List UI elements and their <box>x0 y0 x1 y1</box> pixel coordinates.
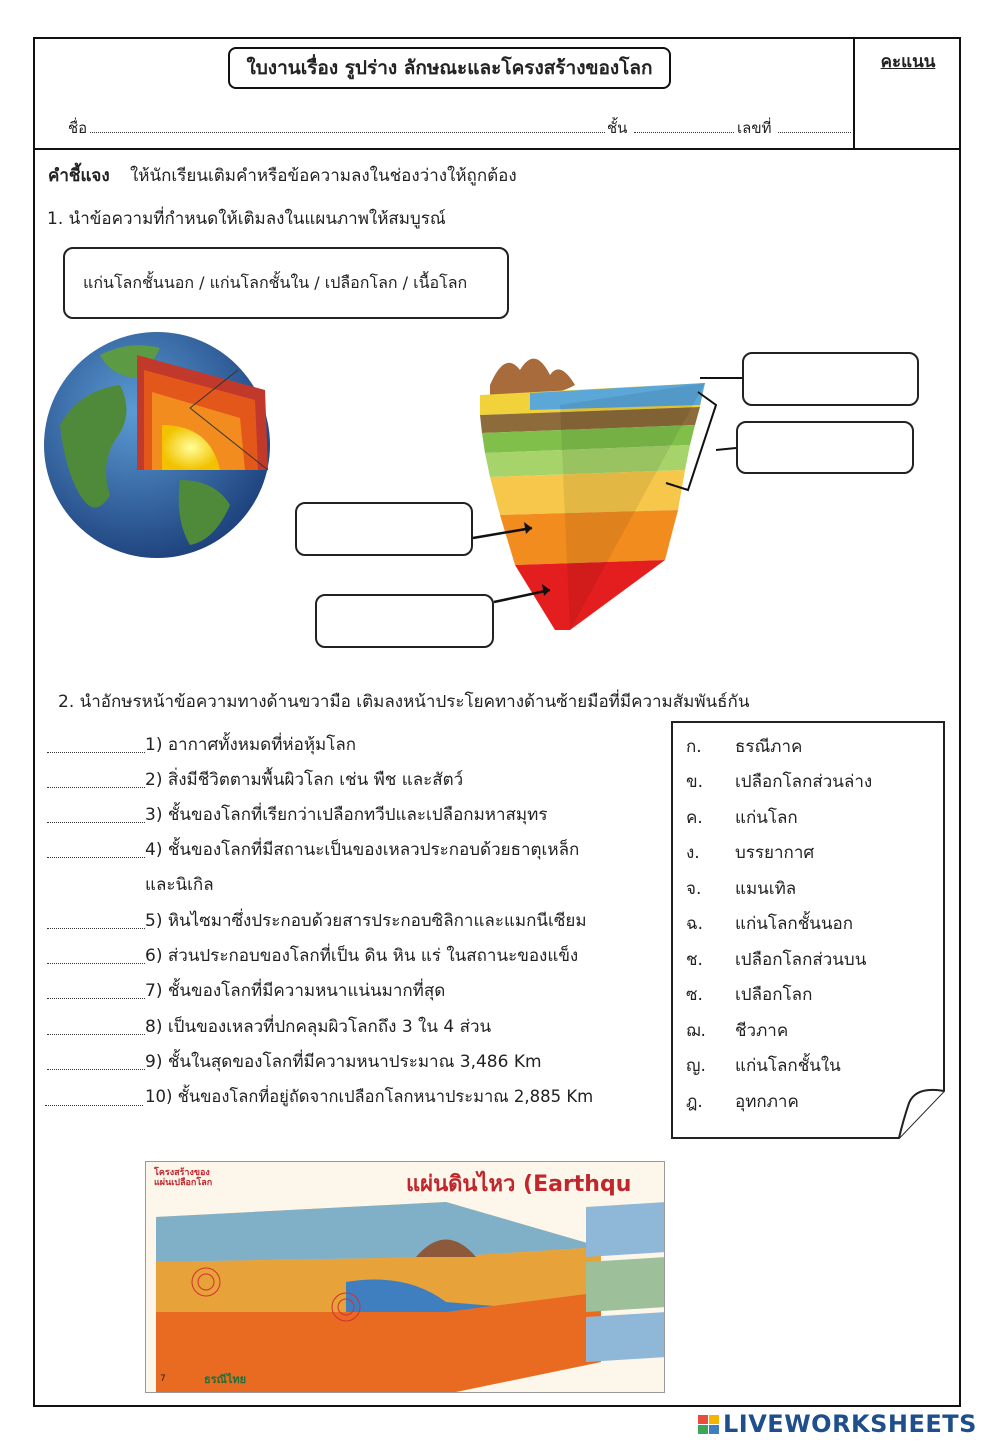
word-bank-text: แก่นโลกชั้นนอก / แก่นโลกชั้นใน / เปลือกโลก / เนื้อโลก <box>83 272 468 292</box>
earth-globe-illustration <box>40 330 275 560</box>
choice-text: ชีวภาค <box>735 1021 789 1041</box>
choice-letter: ก. <box>686 737 702 757</box>
statement-4: 4) ชั้นของโลกที่มีสถานะเป็นของเหลวประกอบด้วยธาตุเหล็ก <box>145 840 580 860</box>
statement-3: 3) ชั้นของโลกที่เรียกว่าเปลือกทวีปและเปลือกมหาสมุทร <box>145 805 548 825</box>
score-column-divider <box>853 39 855 149</box>
choice-letter: ข. <box>686 772 704 792</box>
choice-text: แก่นโลกชั้นนอก <box>735 914 853 934</box>
header-divider <box>35 148 961 150</box>
poster-left-header: โครงสร้างของ แผ่นเปลือกโลก <box>154 1168 213 1188</box>
choice-letter: ฎ. <box>686 1092 703 1112</box>
statement-10: 10) ชั้นของโลกที่อยู่ถัดจากเปลือกโลกหนาประมาณ 2,885 Km <box>145 1087 594 1106</box>
statement-5: 5) หินไซมาซึ่งประกอบด้วยสารประกอบซิลิกาและแมกนีเซียม <box>145 911 587 931</box>
choice-text: บรรยากาศ <box>735 843 815 863</box>
choice-letter: ง. <box>686 843 700 863</box>
name-label: ชื่อ <box>68 119 88 137</box>
statement-6: 6) ส่วนประกอบของโลกที่เป็น ดิน หิน แร่ ในสถานะของแข็ง <box>145 946 579 966</box>
worksheet-title: ใบงานเรื่อง รูปร่าง ลักษณะและโครงสร้างของโลก <box>228 47 671 89</box>
earthquake-poster-image <box>145 1161 665 1393</box>
choice-text: เปลือกโลกส่วนบน <box>735 950 867 970</box>
answer-blank-5[interactable] <box>47 928 145 929</box>
diagram-connectors <box>470 370 750 620</box>
score-label: คะแนน <box>880 52 936 72</box>
choice-letter: ฉ. <box>686 914 703 934</box>
class-field[interactable] <box>634 132 734 133</box>
choice-letter: ค. <box>686 808 703 828</box>
choice-text: แก่นโลกชั้นใน <box>735 1056 841 1076</box>
poster-brand: ธรณีไทย <box>204 1373 247 1386</box>
liveworksheets-brand: LIVEWORKSHEETS <box>723 1410 977 1438</box>
choice-letter: ฌ. <box>686 1021 706 1041</box>
diagram-answer-box-3[interactable] <box>295 502 473 556</box>
statement-4-continued: และนิเกิล <box>145 875 214 895</box>
number-field[interactable] <box>778 132 851 133</box>
statement-9: 9) ชั้นในสุดของโลกที่มีความหนาประมาณ 3,486 Km <box>145 1052 542 1072</box>
statement-2: 2) สิ่งมีชีวิตตามพื้นผิวโลก เช่น พืช และสัตว์ <box>145 770 464 790</box>
choice-letter: ช. <box>686 950 703 970</box>
instructions-label: คำชี้แจง <box>48 166 110 186</box>
choice-text: แก่นโลก <box>735 808 798 828</box>
choice-text: เปลือกโลก <box>735 985 813 1005</box>
choice-letter: ญ. <box>686 1056 706 1076</box>
choice-letter: ซ. <box>686 985 703 1005</box>
statement-1: 1) อากาศทั้งหมดที่ห่อหุ้มโลก <box>145 735 357 755</box>
choice-text: แมนเทิล <box>735 879 797 899</box>
instructions-text: ให้นักเรียนเติมคำหรือข้อความลงในช่องว่างให้ถูกต้อง <box>130 166 517 186</box>
class-label: ชั้น <box>607 119 628 137</box>
answer-blank-8[interactable] <box>47 1034 145 1035</box>
answer-blank-10[interactable] <box>45 1105 143 1106</box>
name-field[interactable] <box>90 132 605 133</box>
diagram-answer-box-2[interactable] <box>736 421 914 474</box>
answer-blank-7[interactable] <box>47 998 145 999</box>
answer-blank-6[interactable] <box>47 963 145 964</box>
poster-title: แผ่นดินไหว (Earthqu <box>406 1172 632 1197</box>
choice-text: ธรณีภาค <box>735 737 803 757</box>
question-1-prompt: 1. นำข้อความที่กำหนดให้เติมลงในแผนภาพให้สมบูรณ์ <box>47 209 446 229</box>
answer-blank-1[interactable] <box>47 752 145 753</box>
answer-blank-4[interactable] <box>47 857 145 858</box>
statement-7: 7) ชั้นของโลกที่มีความหนาแน่นมากที่สุด <box>145 981 446 1001</box>
poster-page-number: 7 <box>160 1374 166 1384</box>
answer-blank-3[interactable] <box>47 822 145 823</box>
choice-text: อุทกภาค <box>735 1092 799 1112</box>
diagram-answer-box-4[interactable] <box>315 594 494 648</box>
answer-blank-2[interactable] <box>47 787 145 788</box>
answer-blank-9[interactable] <box>47 1069 145 1070</box>
word-bank <box>63 247 509 319</box>
diagram-answer-box-1[interactable] <box>742 352 919 406</box>
number-label: เลขที่ <box>737 119 772 137</box>
choice-letter: จ. <box>686 879 702 899</box>
liveworksheets-logo-icon <box>697 1413 721 1441</box>
choice-text: เปลือกโลกส่วนล่าง <box>735 772 873 792</box>
question-2-prompt: 2. นำอักษรหน้าข้อความทางด้านขวามือ เติมลงหน้าประโยคทางด้านซ้ายมือที่มีความสัมพันธ์กัน <box>58 692 750 712</box>
statement-8: 8) เป็นของเหลวที่ปกคลุมผิวโลกถึง 3 ใน 4 ส่วน <box>145 1017 492 1037</box>
